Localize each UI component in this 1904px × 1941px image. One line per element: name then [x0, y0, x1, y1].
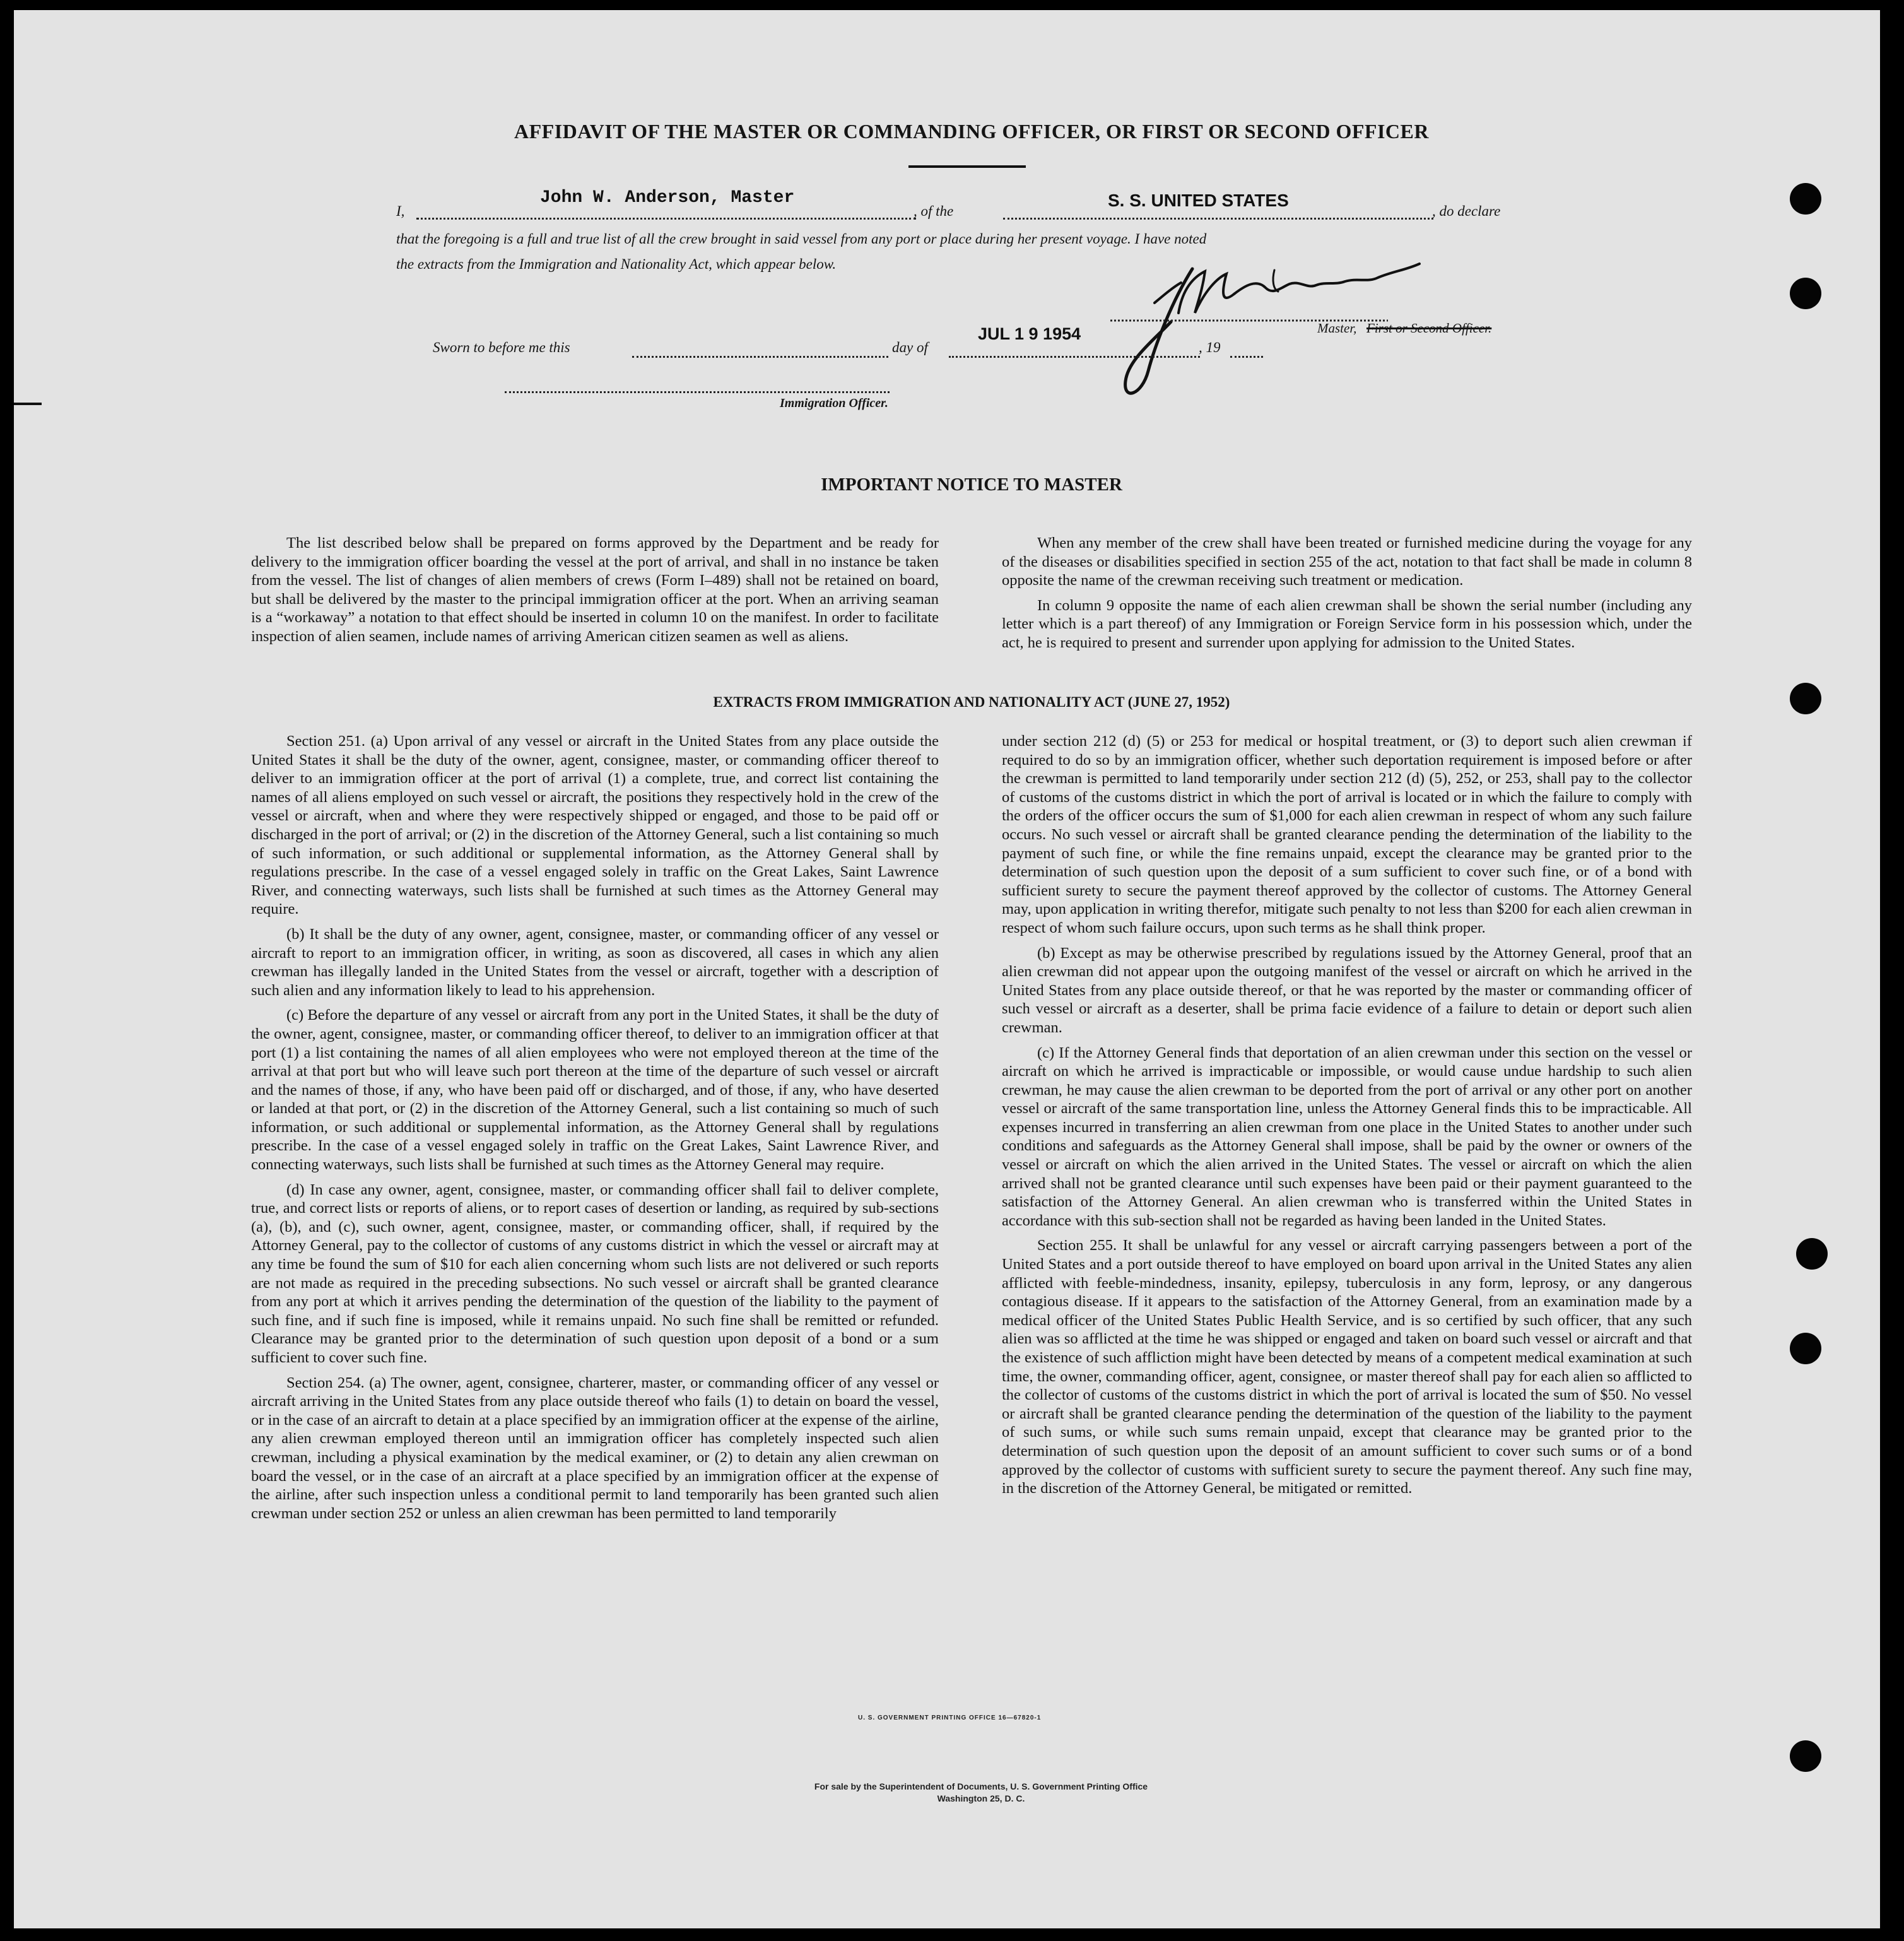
act-section-254c: (c) If the Attorney General finds that deportation of an alien crewman under this section on the vessel or aircraft on which he arrived is impracticable or impossible, or would cause undue hardship to such alien crewman, he may cause the alien crewman to be deported from the port of arrival or any other port on another vessel or aircraft of the same transportation line, unless the Attorney General finds this to be impracticable. All expenses incurred in transferring an alien crewman from one place in the United States to another under such conditions and safeguards as the Attorney General shall impose, shall be paid by the owner or owners of the vessel or aircraft on which the alien arrived in the United States. The vessel or aircraft on which the alien arrived shall not be granted clearance until such expenses have been paid or their payment guaranteed to the satisfaction of the Attorney General. An alien crewman who is transferred within the United States in accordance with this sub-section shall not be regarded as having been landed in the United States. [1002, 1044, 1692, 1229]
notice-paragraph: In column 9 opposite the name of each alien crewman shall be shown the serial number (including any letter which is a part thereof) of any Immigration or Foreign Service form in his possession which, under the act, he is required to present and surrender upon applying for admission to the United States. [1002, 596, 1692, 651]
master-label: Master, [1317, 321, 1357, 336]
sworn-label: Sworn to before me this [433, 339, 570, 355]
declaration-line-1: that the foregoing is a full and true list of all the crew brought in said vessel from any port or place during her present voyage. I have noted [396, 231, 1207, 247]
declaration-line-2: the extracts from the Immigration and Nationality Act, which appear below. [396, 256, 837, 272]
immigration-officer-blank [505, 391, 890, 393]
sale-notice-line-2: Washington 25, D. C. [937, 1793, 1025, 1803]
sworn-month-blank [949, 356, 1200, 358]
immigration-officer-label: Immigration Officer. [780, 396, 888, 410]
binder-hole [1790, 183, 1821, 215]
notice-paragraph: The list described below shall be prepared on forms approved by the Department and be ready for delivery to the immigration officer boarding the vessel at the port of arrival, and shall in no instance be taken from the vessel. The list of changes of alien members of crews (Form I–489) shall not be retained on board, but shall be delivered by the master to the principal immigration officer at the port. When an arriving seaman is a “workaway” a notation to that effect should be inserted in column 10 on the manifest. In order to facilitate inspection of alien seamen, include names of arriving American citizen seamen as well as aliens. [251, 534, 939, 645]
act-section-251d: (d) In case any owner, agent, consignee, master, or commanding officer shall fail to deliver complete, true, and correct lists or reports of aliens, or to report cases of desertion or landing, as required by sub-sections (a), (b), and (c), such owner, agent, consignee, master, or commanding officer, shall, if required by the Attorney General, pay to the collector of customs of any customs district in which the vessel or aircraft may at any time be found the sum of $10 for each alien concerning whom such lists are not delivered or such reports are not made as required in the preceding subsections. No such vessel or aircraft shall be granted clearance from any port at which it arrives pending the determination of the question of the liability to the payment of such fine, and if such fine is imposed, while it remains unpaid. No such fine shall be remitted or refunded. Clearance may be granted prior to the determination of such question upon deposit of a bond or a sum sufficient to cover such fine. [251, 1181, 939, 1366]
title-rule [908, 165, 1026, 168]
extracts-left-column [251, 732, 939, 1529]
extracts-right-column [1002, 732, 1692, 1504]
notice-paragraph: When any member of the crew shall have been treated or furnished medicine during the voyage for any of the diseases or disabilities specified in section 255 of the act, notation to that fact shall be made in column 8 opposite the name of the crewman receiving such treatment or medication. [1002, 534, 1692, 589]
date-stamp: JUL 1 9 1954 [978, 324, 1081, 343]
do-declare-label: , do declare [1432, 203, 1501, 219]
binder-hole [1790, 683, 1821, 714]
sale-notice-line-1: For sale by the Superintendent of Documents, U. S. Government Printing Office [814, 1781, 1148, 1791]
day-of-label: day of [892, 339, 928, 355]
notice-title: IMPORTANT NOTICE TO MASTER [821, 475, 1122, 495]
printing-office-imprint: U. S. GOVERNMENT PRINTING OFFICE 16—67820-1 [858, 1714, 1042, 1721]
act-section-255: Section 255. It shall be unlawful for any vessel or aircraft carrying passengers between a port of the United States and a port outside thereof to have employed on board upon arrival in the United States any alien afflicted with feeble-mindedness, insanity, epilepsy, tuberculosis in any form, leprosy, or any dangerous contagious disease. If it appears to the satisfaction of the Attorney General, from an examination made by a medical officer of the United States Public Health Service, and is so certified by such officer, that any such alien was so afflicted at the time he was shipped or engaged and taken on board such vessel or aircraft and that the existence of such affliction might have been detected by means of a competent medical examination at such time, the owner, commanding officer, agent, consignee, or master thereof shall pay for each alien so afflicted to the collector of customs of the customs district in which the port of arrival is located the sum of $50. No vessel or aircraft shall be granted clearance pending the determination of the question of the liability to the payment of such sums, or while such sums remain unpaid, except that clearance may be granted prior to the determination of such question upon the deposit of an amount sufficient to cover such sums or of a bond approved by the collector of customs with sufficient surety to secure the payment thereof. Any such fine may, in the discretion of the Attorney General, be mitigated or remitted. [1002, 1237, 1692, 1497]
extracts-title: EXTRACTS FROM IMMIGRATION AND NATIONALITY ACT (JUNE 27, 1952) [713, 694, 1230, 710]
name-blank [416, 218, 916, 220]
act-section-254a: Section 254. (a) The owner, agent, consignee, charterer, master, or commanding officer of any vessel or aircraft arriving in the United States from any place outside thereof who fails (1) to detain on board the vessel, or in the case of an aircraft to detain at a place specified by an immigration officer at the expense of the airline, any alien crewman employed thereon until an immigration officer has completely inspected such alien crewman, including a physical examination by the medical examiner, or (2) to detain any alien crewman on board the vessel, or in the case of an aircraft at a place specified by an immigration officer at the expense of the airline, after such inspection unless a conditional permit to land temporarily has been granted such alien crewman under section 252 or unless an alien crewman has been permitted to land temporarily [251, 1374, 939, 1522]
i-label: I, [396, 203, 405, 219]
notice-left-column [251, 534, 939, 652]
year-blank [1230, 356, 1263, 358]
binder-hole [1796, 1238, 1828, 1270]
binder-hole [1790, 278, 1821, 309]
act-section-251c: (c) Before the departure of any vessel or aircraft from any port in the United States, it shall be the duty of the owner, agent, consignee, master, or commanding officer thereof, to deliver to an immigration officer at that port (1) a list containing the names of all alien employees who were not employed thereon at the time of the arrival at that port but who will leave such port thereon at the time of the departure of such vessel or aircraft and the names of those, if any, who have been paid off or discharged, and of those, if any, who have deserted or landed at that port, or (2) in the discretion of the Attorney General, such a list containing so much of such information, or such additional or supplemental information, as the Attorney General shall by regulations prescribe. In the case of a vessel engaged solely in traffic on the Great Lakes, Saint Lawrence River, and connecting waterways, such lists shall be furnished at such times as the Attorney General may require. [251, 1006, 939, 1174]
of-the-label: , of the [914, 203, 954, 219]
binder-hole [1790, 1333, 1821, 1364]
master-name: John W. Anderson, Master [540, 188, 795, 208]
margin-mark [14, 403, 42, 405]
sale-notice [631, 1781, 1331, 1805]
binder-hole [1790, 1740, 1821, 1772]
vessel-blank [1003, 218, 1433, 220]
act-section-251b: (b) It shall be the duty of any owner, agent, consignee, master, or commanding officer of any vessel or aircraft to report to an immigration officer, in writing, as soon as discovered, all cases in which any alien crewman has illegally landed in the United States from the vessel or aircraft, together with a description of such alien and any information likely to lead to his apprehension. [251, 925, 939, 999]
act-section-254b: (b) Except as may be otherwise prescribed by regulations issued by the Attorney General, proof that an alien crewman did not appear upon the outgoing manifest of the vessel or aircraft on which he arrived in the United States from any place outside thereof, or that he was reported by the master or commanding officer of such vessel or aircraft as a deserter, shall be prima facie evidence of a failure to detain or deport such alien crewman. [1002, 944, 1692, 1036]
year-label: , 19 [1199, 339, 1221, 355]
act-section-254a-continued: under section 212 (d) (5) or 253 for medical or hospital treatment, or (3) to deport such alien crewman if required to do so by an immigration officer, whether such deportation requirement is imposed before or after the crewman is permitted to land temporarily under section 212 (d) (5), 252, or 253, shall pay to the collector of customs of the customs district in which the port of arrival is located or in which the failure to comply with the orders of the officer occurs the sum of $1,000 for each alien crewman in respect of whom any such failure occurs. No such vessel or aircraft shall be granted clearance pending the determination of the liability to the payment of such fine, or while the fine remains unpaid, except the clearance may be granted prior to the determination of such question upon the deposit of a sum sufficient to cover such fine, or of a bond with sufficient surety to secure the payment thereof approved by the collector of customs. The Attorney General may, upon application in writing therefor, mitigate such penalty to not less than $200 for each alien crewman in respect of whom such failure occurs, upon such terms as he shall think proper. [1002, 733, 1692, 936]
notice-right-column [1002, 534, 1692, 659]
affidavit-title: AFFIDAVIT OF THE MASTER OR COMMANDING OFFICER, OR FIRST OR SECOND OFFICER [514, 120, 1429, 143]
vessel-name: S. S. UNITED STATES [1108, 191, 1289, 210]
sworn-day-blank [632, 356, 888, 358]
struck-officer-label: First or Second Officer. [1366, 321, 1492, 336]
act-section-251a: Section 251. (a) Upon arrival of any vessel or aircraft in the United States from any place outside the United States it shall be the duty of the owner, agent, consignee, master, or commanding officer thereof to deliver to an immigration officer at the port of arrival (1) a complete, true, and correct list containing the names of all aliens employed on such vessel or aircraft, the positions they respectively hold in the crew of the vessel or aircraft, when and where they were respectively shipped or engaged, and those to be paid off or discharged in the port of arrival; or (2) in the discretion of the Attorney General, such a list containing so much of such information, or such additional or supplemental information, as the Attorney General shall by regulations prescribe. In the case of a vessel engaged solely in traffic on the Great Lakes, Saint Lawrence River, and connecting waterways, such lists shall be furnished at such times as the Attorney General may require. [251, 733, 939, 918]
scan-border [1880, 0, 1904, 1941]
